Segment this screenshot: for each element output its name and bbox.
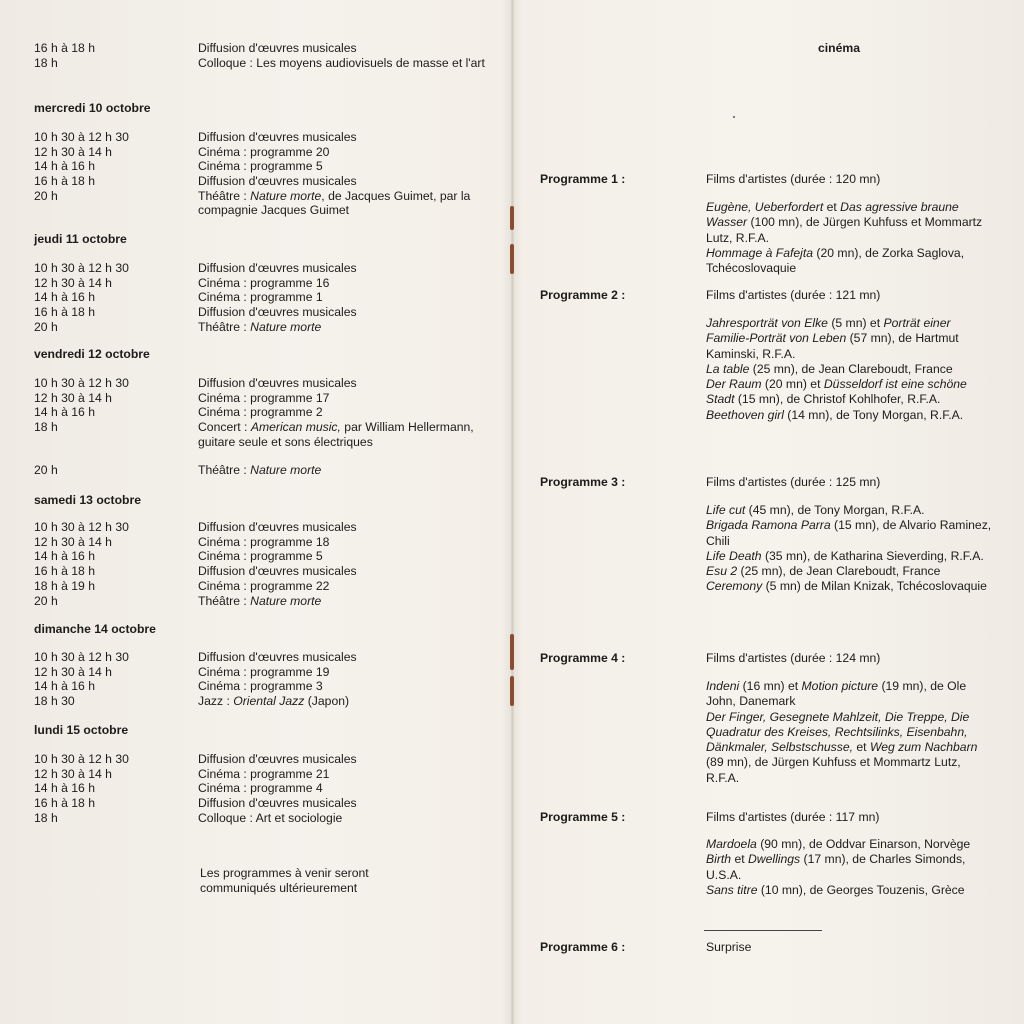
- film-entry: [706, 837, 996, 852]
- schedule-description: Cinéma : programme 3: [198, 679, 323, 694]
- schedule-description: Cinéma : programme 5: [198, 549, 323, 564]
- schedule-time: 14 h à 16 h: [34, 679, 95, 694]
- closing-note: Les programmes à venir seront communiqués ultérieurement: [200, 866, 369, 895]
- film-credit: (15 mn), de Alvario Raminez, Chili: [706, 518, 992, 548]
- film-title: Life Death: [706, 548, 762, 563]
- schedule-description: [198, 594, 493, 609]
- film-credit: (45 mn), de Tony Morgan, R.F.A.: [745, 503, 925, 517]
- schedule-description: Cinéma : programme 16: [198, 275, 330, 290]
- schedule-description: Cinéma : programme 20: [198, 144, 330, 159]
- schedule-description: Colloque : Les moyens audiovisuels de masse et l'art: [198, 56, 485, 70]
- ink-dot: [733, 116, 735, 118]
- programme-label: Programme 4 :: [540, 651, 626, 665]
- schedule-description: [198, 420, 493, 449]
- schedule-time: 10 h 30 à 12 h 30: [34, 752, 129, 766]
- schedule-time: 14 h à 16 h: [34, 781, 95, 796]
- desc-title: Nature morte: [250, 593, 322, 608]
- schedule-description: Diffusion d'œuvres musicales: [198, 564, 357, 579]
- film-entry: [706, 579, 996, 594]
- film-entry: [706, 200, 996, 246]
- schedule-time: 18 h: [34, 810, 58, 825]
- programme-header: Films d'artistes (durée : 120 mn): [706, 172, 881, 186]
- film-title: La table: [706, 361, 750, 376]
- schedule-description: Diffusion d'œuvres musicales: [198, 752, 357, 766]
- day-heading: samedi 13 octobre: [34, 493, 142, 507]
- film-credit: (16 mn) et: [739, 679, 802, 693]
- film-title: Der Raum: [706, 377, 762, 392]
- schedule-description: Diffusion d'œuvres musicales: [198, 261, 357, 275]
- schedule-time: 14 h à 16 h: [34, 405, 95, 420]
- schedule-description: [198, 189, 493, 218]
- schedule-description: Diffusion d'œuvres musicales: [198, 130, 357, 144]
- schedule-time: 14 h à 16 h: [34, 290, 95, 305]
- film-entry: [706, 316, 996, 362]
- schedule-description: Diffusion d'œuvres musicales: [198, 41, 357, 55]
- programme-header: Films d'artistes (durée : 125 mn): [706, 475, 881, 489]
- film-title: Beethoven girl: [706, 407, 784, 422]
- schedule-time: 20 h: [34, 462, 58, 477]
- schedule-time: 12 h 30 à 14 h: [34, 664, 112, 679]
- film-credit: (10 mn), de Georges Touzenis, Grèce: [757, 882, 965, 897]
- schedule-description: Cinéma : programme 21: [198, 766, 330, 781]
- schedule-time: 20 h: [34, 593, 58, 608]
- schedule-time: 16 h à 18 h: [34, 564, 95, 579]
- schedule-description: Cinéma : programme 1: [198, 290, 323, 305]
- desc-prefix: Théâtre :: [198, 593, 251, 608]
- desc-title: Nature morte: [250, 188, 322, 203]
- film-credit: et: [853, 740, 870, 755]
- schedule-page: [0, 0, 510, 1024]
- film-title: Ceremony: [706, 579, 763, 594]
- film-credit: (15 mn), de Christof Kohlhofer, R.F.A.: [734, 392, 941, 407]
- schedule-time: 16 h à 18 h: [34, 796, 95, 811]
- schedule-description: [198, 694, 493, 709]
- film-entry: [706, 710, 996, 786]
- film-credit: et: [731, 852, 748, 867]
- schedule-time: 20 h: [34, 188, 58, 203]
- schedule-time: 10 h 30 à 12 h 30: [34, 261, 129, 275]
- schedule-time: 12 h 30 à 14 h: [34, 275, 112, 290]
- schedule-time: 16 h à 18 h: [34, 174, 95, 189]
- film-credit: et: [823, 200, 841, 214]
- film-entry: [706, 679, 996, 710]
- programme-header: Films d'artistes (durée : 121 mn): [706, 288, 881, 302]
- film-title: Eugène, Ueberfordert: [706, 200, 824, 214]
- schedule-time: 20 h: [34, 319, 58, 334]
- film-title: Life cut: [706, 503, 746, 517]
- film-credit: (25 mn), de Jean Clareboudt, France: [749, 361, 953, 376]
- film-title: Das agressive braune Wasser: [706, 200, 959, 230]
- film-credit: (5 mn) et: [827, 316, 884, 330]
- schedule-description: Diffusion d'œuvres musicales: [198, 520, 357, 534]
- desc-title: Nature morte: [250, 462, 322, 477]
- film-credit: (57 mn), de Hartmut Kaminski, R.F.A.: [706, 331, 959, 361]
- pen-underline: [704, 930, 822, 931]
- schedule-time: 12 h 30 à 14 h: [34, 144, 112, 159]
- programme-film-list: [706, 837, 996, 898]
- desc-prefix: Théâtre :: [198, 462, 251, 477]
- film-entry: [706, 883, 996, 898]
- programme-film-list: [706, 200, 996, 276]
- programme-film-list: [706, 316, 996, 423]
- schedule-description: Diffusion d'œuvres musicales: [198, 650, 357, 664]
- cinema-page: [514, 0, 1024, 1024]
- film-credit: (14 mn), de Tony Morgan, R.F.A.: [783, 407, 964, 422]
- film-credit: (20 mn), de Zorka Saglova, Tchécoslovaquie: [706, 245, 965, 276]
- film-title: Motion picture: [801, 679, 879, 693]
- desc-suffix: par William Hellermann, guitare seule et sons électriques: [198, 420, 474, 449]
- desc-suffix: (Japon): [304, 694, 350, 709]
- film-entry: [706, 549, 996, 564]
- schedule-time: 12 h 30 à 14 h: [34, 534, 112, 549]
- film-credit: (19 mn), de Ole John, Danemark: [706, 679, 967, 709]
- schedule-description: Cinéma : programme 17: [198, 390, 330, 405]
- day-heading: vendredi 12 octobre: [34, 347, 150, 361]
- film-entry: [706, 564, 996, 579]
- programme-film-list: [706, 503, 996, 595]
- schedule-time: 10 h 30 à 12 h 30: [34, 376, 129, 390]
- schedule-time: 14 h à 16 h: [34, 549, 95, 564]
- programme-label: Programme 5 :: [540, 810, 626, 824]
- film-title: Indeni: [706, 679, 740, 693]
- schedule-description: Cinéma : programme 2: [198, 405, 323, 420]
- schedule-time: 18 h à 19 h: [34, 578, 95, 593]
- film-title: Dwellings: [748, 852, 801, 867]
- film-credit: (17 mn), de Charles Simonds, U.S.A.: [706, 852, 966, 882]
- schedule-description: Diffusion d'œuvres musicales: [198, 174, 357, 189]
- film-entry: [706, 852, 996, 883]
- desc-prefix: Théâtre :: [198, 319, 251, 334]
- film-title: Düsseldorf ist eine schöne Stadt: [706, 377, 967, 407]
- programme-header: Films d'artistes (durée : 117 mn): [706, 810, 880, 824]
- schedule-description: Cinéma : programme 18: [198, 534, 330, 549]
- schedule-time: 12 h 30 à 14 h: [34, 766, 112, 781]
- desc-prefix: Théâtre :: [198, 188, 251, 203]
- programme-label: Programme 3 :: [540, 475, 626, 489]
- film-title: Porträt einer Familie-Porträt von Leben: [706, 316, 951, 346]
- film-entry: [706, 408, 996, 423]
- schedule-time: 16 h à 18 h: [34, 305, 95, 320]
- film-entry: [706, 362, 996, 377]
- film-title: Hommage à Fafejta: [706, 245, 814, 260]
- film-title: Birth: [706, 852, 732, 867]
- film-credit: (25 mn), de Jean Clareboudt, France: [737, 564, 941, 579]
- programme-label: Programme 1 :: [540, 172, 626, 186]
- film-title: Brigada Ramona Parra: [706, 518, 831, 533]
- film-title: Sans titre: [706, 882, 758, 897]
- day-heading: dimanche 14 octobre: [34, 622, 156, 636]
- desc-title: American music,: [250, 420, 341, 435]
- day-heading: lundi 15 octobre: [34, 723, 129, 737]
- cinema-heading: cinéma: [818, 41, 861, 55]
- schedule-description: Diffusion d'œuvres musicales: [198, 376, 357, 390]
- desc-prefix: Concert :: [198, 420, 251, 435]
- film-credit: (5 mn) de Milan Knizak, Tchécoslovaquie: [762, 579, 987, 594]
- film-entry: [706, 377, 996, 408]
- film-entry: [706, 246, 996, 277]
- film-entry: [706, 518, 996, 549]
- schedule-time: 10 h 30 à 12 h 30: [34, 650, 129, 664]
- day-heading: jeudi 11 octobre: [34, 232, 127, 246]
- schedule-description: Diffusion d'œuvres musicales: [198, 796, 357, 811]
- film-title: Weg zum Nachbarn: [869, 740, 978, 755]
- schedule-description: Cinéma : programme 5: [198, 159, 323, 174]
- schedule-time: 10 h 30 à 12 h 30: [34, 130, 129, 144]
- schedule-time: 18 h: [34, 56, 58, 70]
- desc-title: Nature morte: [250, 319, 322, 334]
- schedule-time: 16 h à 18 h: [34, 41, 95, 55]
- programme-label: Programme 6 :: [540, 940, 626, 954]
- schedule-time: 14 h à 16 h: [34, 159, 95, 174]
- schedule-description: Diffusion d'œuvres musicales: [198, 305, 357, 320]
- film-title: Jahresporträt von Elke: [706, 316, 828, 330]
- desc-title: Oriental Jazz: [233, 694, 305, 709]
- schedule-time: 10 h 30 à 12 h 30: [34, 520, 129, 534]
- film-title: Der Finger, Gesegnete Mahlzeit, Die Treppe, Die Quadratur des Kreises, Rechtsilinks, Eisenbahn, Dänkmaler, Selbstschusse,: [706, 709, 970, 755]
- programme-header: Surprise: [706, 940, 752, 954]
- schedule-description: Colloque : Art et sociologie: [198, 810, 343, 825]
- desc-prefix: Jazz :: [198, 694, 234, 709]
- schedule-time: 18 h 30: [34, 694, 75, 709]
- film-title: Esu 2: [706, 564, 738, 579]
- schedule-time: 18 h: [34, 420, 58, 435]
- film-entry: [706, 503, 996, 518]
- schedule-description: Cinéma : programme 19: [198, 664, 330, 679]
- schedule-description: [198, 463, 493, 478]
- film-credit: (100 mn), de Jürgen Kuhfuss et Mommartz Lutz, R.F.A.: [706, 215, 983, 245]
- schedule-description: Cinéma : programme 22: [198, 578, 330, 593]
- film-credit: (90 mn), de Oddvar Einarson, Norvège: [756, 837, 971, 851]
- film-credit: (35 mn), de Katharina Sieverding, R.F.A.: [761, 548, 984, 563]
- programme-film-list: [706, 679, 996, 786]
- schedule-description: [198, 320, 493, 335]
- day-heading: mercredi 10 octobre: [34, 101, 151, 115]
- schedule-time: 12 h 30 à 14 h: [34, 390, 112, 405]
- film-credit: (20 mn) et: [761, 377, 824, 392]
- programme-header: Films d'artistes (durée : 124 mn): [706, 651, 881, 665]
- schedule-description: Cinéma : programme 4: [198, 781, 323, 796]
- film-credit: (89 mn), de Jürgen Kuhfuss et Mommartz Lutz, R.F.A.: [706, 755, 961, 785]
- programme-label: Programme 2 :: [540, 288, 626, 302]
- desc-suffix: , de Jacques Guimet, par la compagnie Jacques Guimet: [198, 188, 471, 218]
- film-title: Mardoela: [706, 837, 757, 851]
